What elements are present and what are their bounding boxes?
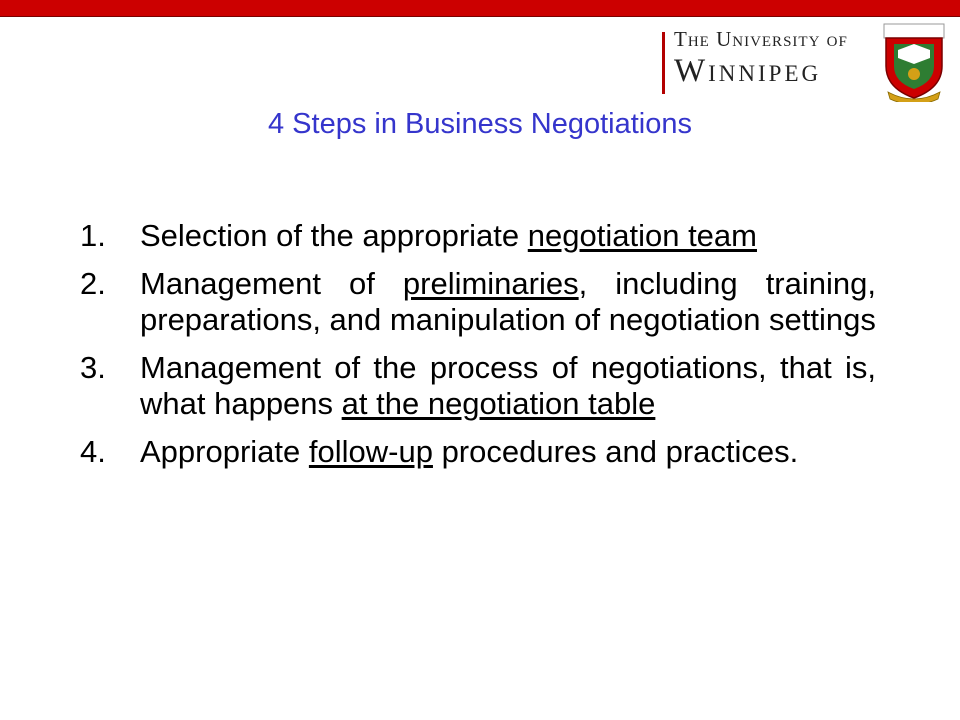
logo-line-1: The University of [674,27,848,51]
top-accent-bar [0,0,960,17]
step-item [80,350,876,422]
step-text [140,218,876,254]
step-text [140,434,876,470]
step-item [80,266,876,338]
step-text-post: procedures and practices. [432,434,799,469]
step-underlined-term: follow-up [308,434,433,469]
logo-divider [662,32,665,94]
logo-wordmark [674,26,874,90]
step-number: 4. [80,434,106,469]
slide-title: 4 Steps in Business Negotiations [268,108,692,140]
step-item [80,218,876,254]
step-text-post: , including training, preparations, and manipulation of negotiation settings [140,266,876,337]
step-underlined-term: at the negotiation table [341,386,656,421]
step-text [140,266,876,338]
step-text [140,350,876,422]
logo-line-2: Winnipeg [674,53,822,89]
step-text-pre: Appropriate [140,434,309,469]
steps-list [80,218,876,482]
university-logo [662,22,952,104]
step-item [80,434,876,470]
step-underlined-term: negotiation team [527,218,757,253]
step-text-pre: Management of the process of negotiations, that is, what happens [140,350,876,421]
step-text-pre: Management of [140,266,403,301]
step-text-pre: Selection of the appropriate [140,218,528,253]
step-number: 2. [80,266,106,301]
university-crest-icon [880,22,948,102]
step-number: 3. [80,350,106,385]
step-underlined-term: preliminaries [402,266,579,301]
step-number: 1. [80,218,106,253]
